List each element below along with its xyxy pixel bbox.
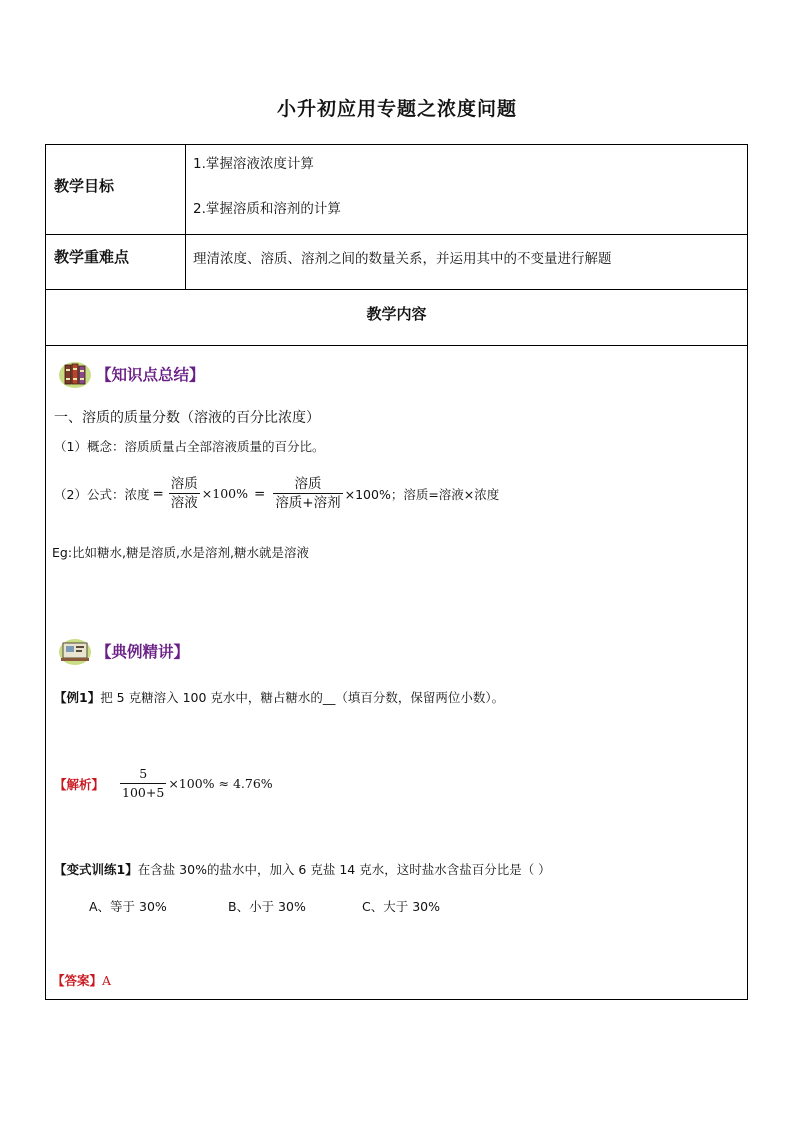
- analysis: [54, 765, 273, 802]
- formula-equals: =: [152, 485, 164, 502]
- examples-heading-text: 【典例精讲】: [96, 642, 190, 661]
- fraction-denominator: 溶液: [170, 495, 198, 511]
- example-1-label: 【例1】: [54, 690, 101, 705]
- option-a: A、等于 30%: [89, 899, 167, 914]
- page-title: 小升初应用专题之浓度问题: [276, 98, 517, 120]
- fraction-numerator: 溶质: [273, 475, 342, 494]
- fraction-numerator: 5: [120, 765, 166, 784]
- fraction: [169, 475, 200, 512]
- row-divider: [46, 234, 747, 235]
- variant-exercise-1: [54, 860, 551, 878]
- key-points-label: 教学重难点: [54, 248, 130, 266]
- formula-times-100: ×100%: [201, 486, 248, 501]
- answer-label: 【答案】: [52, 973, 103, 988]
- objectives-label: 教学目标: [54, 177, 115, 195]
- example-1-text: 把 5 克糖溶入 100 克水中，糖占糖水的__（填百分数，保留两位小数）。: [100, 690, 505, 705]
- knowledge-heading-text: 【知识点总结】: [96, 365, 205, 384]
- fraction: [120, 765, 166, 802]
- classroom-icon: [58, 636, 92, 666]
- answer-value: A: [102, 973, 112, 988]
- fraction: [273, 475, 342, 512]
- lesson-table: [45, 144, 748, 1000]
- examples-heading: [58, 636, 189, 666]
- answer: [52, 971, 111, 989]
- objective-item: 2.掌握溶质和溶剂的计算: [193, 201, 341, 217]
- example-note: Eg:比如糖水,糖是溶质,水是溶剂,糖水就是溶液: [52, 545, 309, 560]
- section-heading: 一、溶质的质量分数（溶液的百分比浓度）: [54, 410, 320, 426]
- content-heading: 教学内容: [366, 305, 427, 323]
- books-icon: [58, 359, 92, 389]
- concentration-formula: [54, 475, 499, 512]
- key-points-text: 理清浓度、溶质、溶剂之间的数量关系，并运用其中的不变量进行解题: [193, 251, 612, 267]
- column-divider: [185, 145, 186, 289]
- variant-label: 【变式训练1】: [54, 862, 138, 877]
- option-c: C、大于 30%: [362, 899, 440, 914]
- analysis-result: ×100% ≈ 4.76%: [168, 776, 273, 791]
- formula-equals: =: [254, 485, 266, 502]
- objective-item: 1.掌握溶液浓度计算: [193, 156, 314, 172]
- fraction-denominator: 100+5: [122, 785, 165, 800]
- row-divider: [46, 289, 747, 290]
- example-1: [54, 688, 504, 706]
- formula-prefix: （2）公式：浓度: [54, 486, 150, 502]
- fraction-numerator: 溶质: [170, 476, 198, 492]
- analysis-label: 【解析】: [54, 776, 105, 792]
- option-b: B、小于 30%: [228, 899, 306, 914]
- concept-text: （1）概念：溶质质量占全部溶液质量的百分比。: [54, 439, 325, 454]
- formula-tail: ×100%；溶质=溶液×浓度: [344, 486, 500, 502]
- knowledge-heading: [58, 359, 205, 389]
- fraction-denominator: 溶质+溶剂: [275, 495, 341, 511]
- row-divider: [46, 345, 747, 346]
- variant-text: 在含盐 30%的盐水中，加入 6 克盐 14 克水，这时盐水含盐百分比是（ ）: [137, 862, 551, 877]
